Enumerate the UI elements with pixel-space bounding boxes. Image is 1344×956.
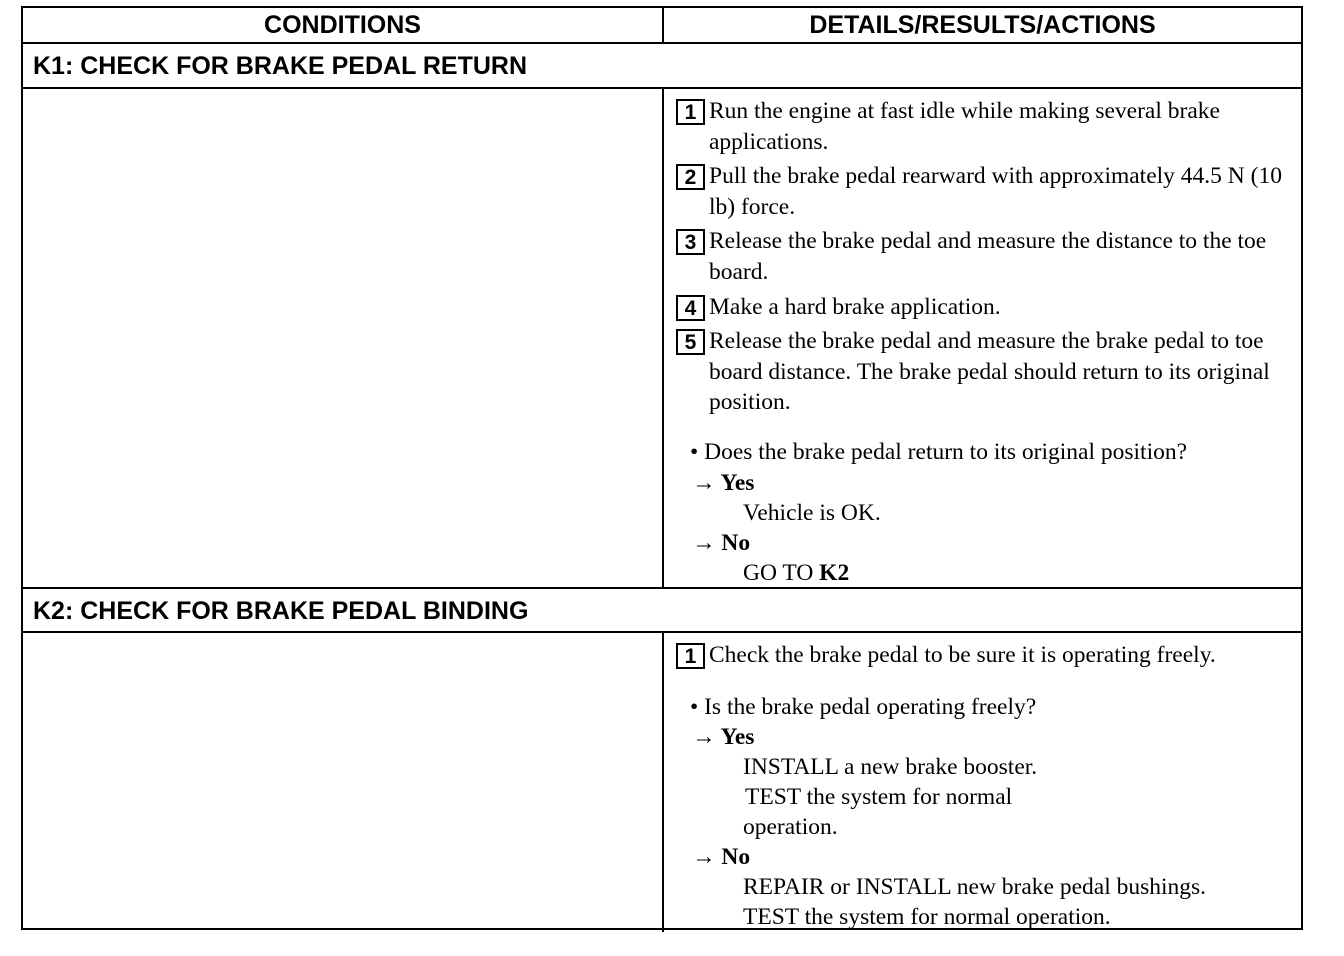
step-number-box: 5	[676, 329, 705, 355]
k2-section-title: K2: CHECK FOR BRAKE PEDAL BINDING	[33, 597, 529, 625]
k1-section-title: K1: CHECK FOR BRAKE PEDAL RETURN	[33, 52, 528, 80]
k2-yes-action-3: operation.	[743, 814, 838, 840]
goto-text: GO TO	[743, 560, 820, 586]
step-text: Run the engine at fast idle while making several brake applications.	[709, 98, 1220, 155]
step-text: Make a hard brake application.	[709, 294, 1001, 320]
column-divider-k2	[662, 632, 664, 932]
goto-target: K2	[819, 560, 850, 586]
step-number-box: 2	[676, 164, 705, 190]
k2-yes-action-2: TEST the system for normal	[745, 784, 1013, 810]
step-number-box: 4	[676, 295, 705, 321]
column-divider-k1	[662, 88, 664, 588]
k1-yes-label: → Yes	[692, 470, 755, 496]
step-text: Release the brake pedal and measure the brake pedal to toe board distance. The brake pedal should return to its original position.	[709, 328, 1270, 415]
k2-no-label: → No	[692, 844, 751, 870]
conditions-header: CONDITIONS	[264, 11, 421, 39]
step-number-box: 1	[676, 643, 705, 669]
step-text: Release the brake pedal and measure the distance to the toe board.	[709, 228, 1267, 285]
k1-no-label: → No	[692, 530, 751, 556]
k2-question: • Is the brake pedal operating freely?	[690, 694, 1037, 720]
step-number-box: 3	[676, 229, 705, 255]
k1-no-action	[743, 558, 849, 588]
details-header: DETAILS/RESULTS/ACTIONS	[809, 11, 1156, 39]
k2-yes-label: → Yes	[692, 724, 755, 750]
step-number-box: 1	[676, 99, 705, 125]
k2-no-action-2: TEST the system for normal operation.	[743, 904, 1111, 930]
k1-question: • Does the brake pedal return to its original position?	[690, 439, 1188, 465]
k2-no-action-1: REPAIR or INSTALL new brake pedal bushings.	[743, 874, 1207, 900]
k2-yes-action-1: INSTALL a new brake booster.	[743, 754, 1038, 780]
diagnostic-table	[21, 6, 1303, 930]
k1-yes-action: Vehicle is OK.	[743, 500, 881, 526]
step-text: Check the brake pedal to be sure it is operating freely.	[709, 642, 1216, 668]
step-text: Pull the brake pedal rearward with approximately 44.5 N (10 lb) force.	[709, 163, 1282, 220]
